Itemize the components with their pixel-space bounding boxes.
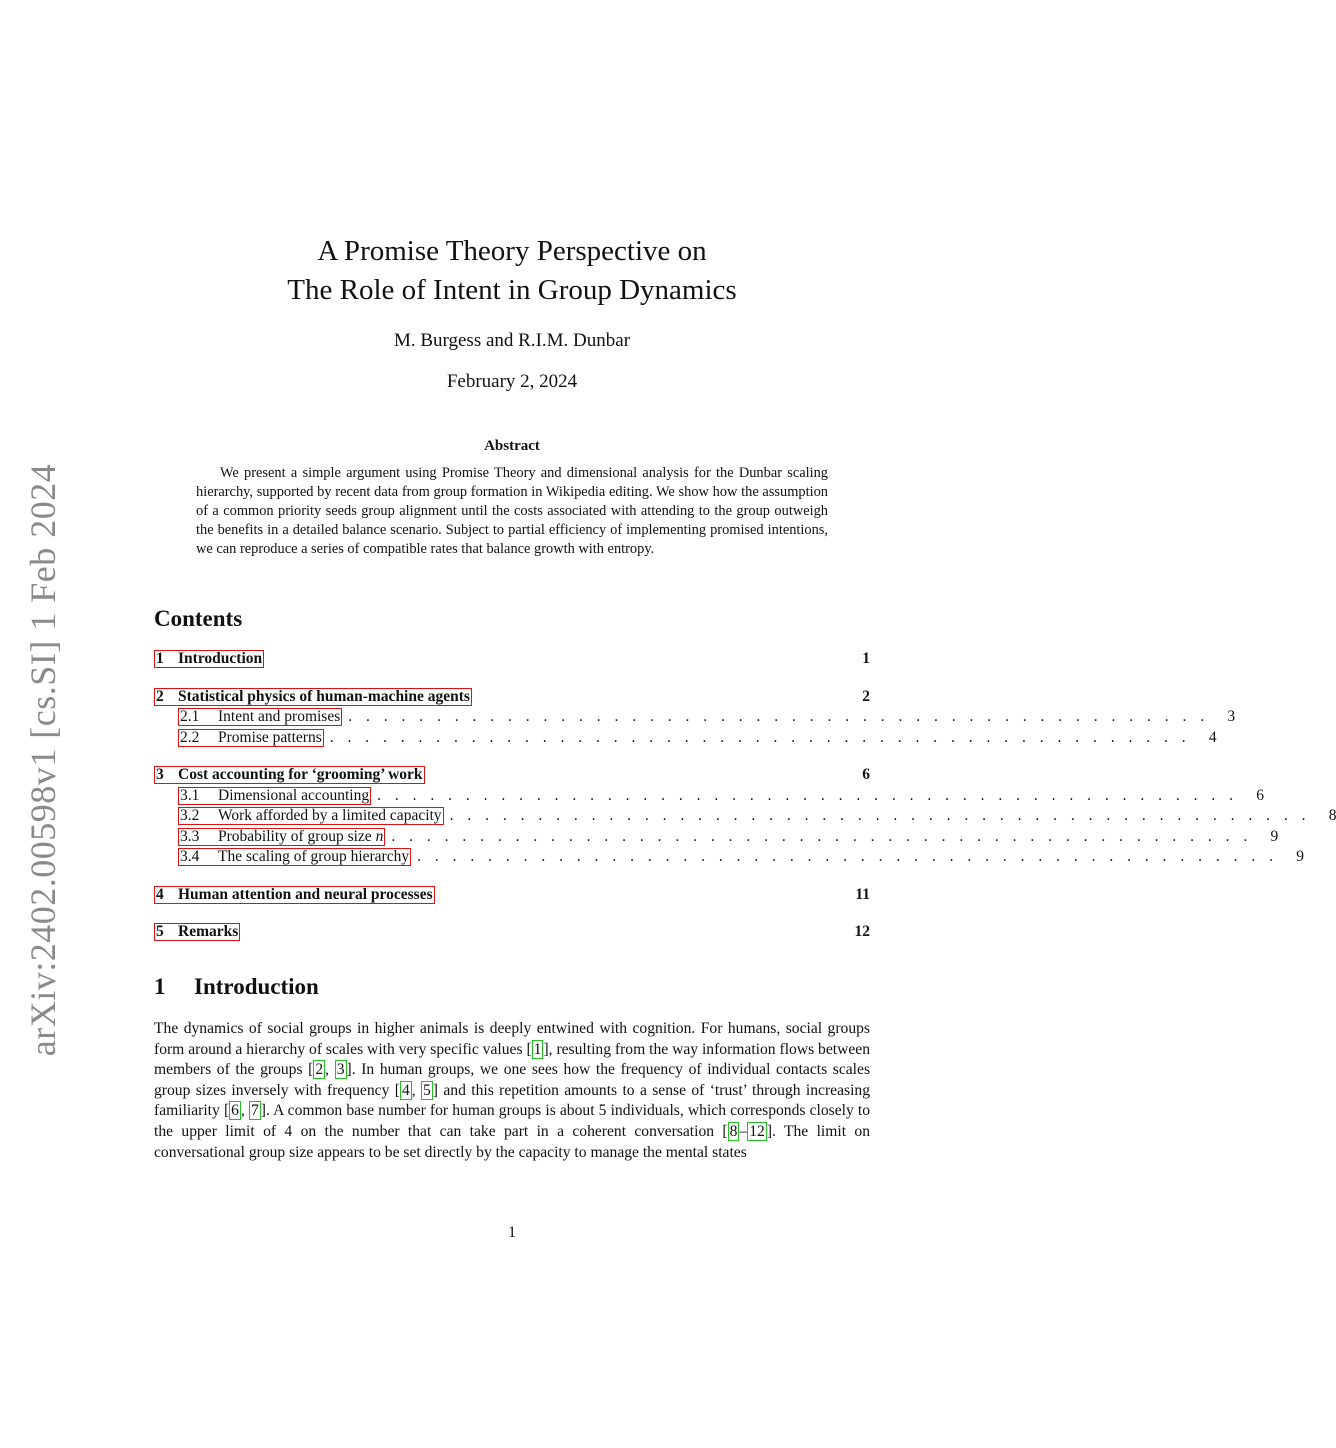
- title-line-2: The Role of Intent in Group Dynamics: [287, 274, 737, 306]
- toc-number: 3.4: [180, 848, 200, 865]
- citation-separator: ,: [325, 1061, 335, 1079]
- toc-link-dimensional-accounting[interactable]: [178, 787, 371, 805]
- authors: M. Burgess and R.I.M. Dunbar: [393, 330, 631, 351]
- toc-entry-5: [154, 923, 870, 944]
- toc-link-remarks[interactable]: [154, 923, 240, 941]
- toc-entry-1: [154, 650, 870, 671]
- toc-number: 4: [156, 885, 164, 903]
- citation-separator: ,: [240, 1102, 249, 1120]
- toc-link-scaling-group-hierarchy[interactable]: [178, 848, 411, 866]
- toc-entry-2: [154, 688, 870, 709]
- toc-link-intent-and-promises[interactable]: [178, 708, 342, 726]
- citation-separator: ,: [411, 1081, 421, 1099]
- section-number: 1: [154, 974, 166, 999]
- toc-link-cost-accounting[interactable]: [154, 766, 425, 784]
- toc-number: 3: [156, 766, 164, 783]
- abstract-heading: Abstract: [484, 438, 540, 454]
- introduction-paragraph: The dynamics of social groups in higher animals is deeply entwined with cognition. For humans, social groups form around a hierarchy of scales with very specific values [ 1 ], resulting from the way information flows between members of the groups [ 2 , 3 ]. In human groups, we one sees how the frequency of individual contacts scales group sizes inversely with frequency [ 4 , 5 ] and this repetition amounts to a sense of ‘trust’ through increasing familiarity [ 6 , 7 ]. A common base number for human groups is about 5 individuals, which corresponds closely to the upper limit of 4 on the number that can take part in a coherent conversation [ 8 – 12 ]. The limit on conversational group size appears to be set directly by the capacity to manage the mental states: [154, 1020, 871, 1161]
- toc-number: 2.2: [180, 728, 200, 746]
- citation-link[interactable]: 5: [423, 1081, 431, 1099]
- citation-link[interactable]: 8: [729, 1122, 738, 1140]
- paragraph-text: and this repetition amounts to a sense of ‘trust’ through increasing familiarity: [154, 1081, 870, 1120]
- toc-number: 3.2: [180, 807, 200, 824]
- arxiv-identifier-text: arXiv:2402.00598v1 [cs.SI] 1 Feb 2024: [23, 463, 64, 1057]
- toc-page-number: 4: [1208, 728, 1217, 746]
- toc-page-number: 12: [854, 923, 870, 940]
- abstract-text: We present a simple argument using Promise Theory and dimensional analysis for the Dunbar scaling hierarchy, supported by recent data from group formation in Wikipedia editing. We show how the assumption of a common priority seeds group alignment until the costs associated with attending to the group outweigh the benefits in a detailed balance scenario. Subject to partial efficiency of implementing promised intentions, we can reproduce a series of compatible rates that balance growth with entropy.: [196, 465, 828, 557]
- toc-link-introduction[interactable]: [154, 650, 264, 668]
- toc-link-statistical-physics[interactable]: [154, 688, 472, 706]
- toc-entry-3-4: [154, 848, 1304, 869]
- paragraph-text: . The limit on conversational group size appears to be set directly by the capacity to manage the mental states: [154, 1122, 870, 1161]
- toc-link-probability-group-size[interactable]: [178, 828, 385, 846]
- toc-leader-dots: . . . . . . . . . . . . . . . . . . . . . . . . . . . . . . . . . . . . . . . . . . . . . . . . .: [449, 807, 1311, 824]
- toc-page-number: 8: [1328, 807, 1336, 824]
- toc-entry-3-2: [154, 807, 1336, 828]
- toc-entry-2-2: [154, 728, 1217, 750]
- citation-separator: –: [739, 1122, 748, 1140]
- contents-heading: Contents: [154, 606, 243, 631]
- toc-page-number: 6: [1256, 786, 1264, 804]
- toc-number: 1: [156, 650, 164, 667]
- toc-title: Remarks: [178, 923, 239, 940]
- toc-leader-dots: . . . . . . . . . . . . . . . . . . . . . . . . . . . . . . . . . . . . . . . . . . . . . . . . .: [391, 827, 1253, 845]
- toc-leader-dots: . . . . . . . . . . . . . . . . . . . . . . . . . . . . . . . . . . . . . . . . . . . . . . . . .: [377, 786, 1238, 804]
- citation-link[interactable]: 1: [533, 1040, 542, 1058]
- toc-title: Work afforded by a limited capacity: [218, 807, 442, 824]
- toc-page-number: 9: [1270, 827, 1279, 845]
- section-title: Introduction: [194, 974, 319, 999]
- paragraph-text: , resulting from the way information flows between members of the groups: [154, 1040, 871, 1079]
- section-heading-introduction: [154, 974, 319, 1000]
- toc-title-variable: n: [375, 827, 384, 845]
- toc-page-number: 3: [1227, 708, 1236, 725]
- toc-title: Promise patterns: [218, 728, 322, 746]
- toc-link-work-afforded[interactable]: [178, 807, 444, 825]
- toc-number: 5: [156, 923, 164, 940]
- toc-leader-dots: . . . . . . . . . . . . . . . . . . . . . . . . . . . . . . . . . . . . . . . . . . . . . . . . .: [329, 728, 1191, 746]
- toc-page-number: 9: [1296, 848, 1304, 865]
- citation-link[interactable]: 6: [231, 1102, 239, 1120]
- toc-entry-3-1: [154, 786, 1264, 808]
- toc-page-number: 2: [862, 687, 870, 705]
- toc-link-promise-patterns[interactable]: [178, 729, 324, 747]
- page-number: 1: [508, 1224, 516, 1241]
- citation-link[interactable]: 4: [401, 1081, 410, 1099]
- toc-title: Intent and promises: [218, 708, 341, 725]
- toc-link-human-attention[interactable]: [154, 886, 435, 904]
- paper-title: [150, 232, 874, 310]
- paragraph-text: The dynamics of social groups in higher animals is deeply entwined with cognition. For humans, social groups form around a hierarchy of scales with very specific values: [154, 1020, 870, 1058]
- toc-number: 2.1: [180, 708, 200, 725]
- toc-title: The scaling of group hierarchy: [218, 848, 410, 865]
- table-of-contents: [154, 650, 1336, 944]
- toc-title: Cost accounting for ‘grooming’ work: [178, 766, 423, 783]
- toc-title: Dimensional accounting: [218, 786, 370, 804]
- toc-number: 3.1: [180, 786, 200, 804]
- toc-title: Statistical physics of human-machine agents: [178, 687, 470, 705]
- citation-link[interactable]: 7: [250, 1102, 259, 1120]
- publication-date: February 2, 2024: [446, 371, 578, 392]
- toc-entry-2-1: [154, 708, 1236, 729]
- paragraph-text: . In human groups, we one sees how the frequency of individual contacts scales group sizes inversely with frequency: [154, 1061, 871, 1099]
- paragraph-text: . A common base number for human groups is about 5 individuals, which corresponds closely to the upper limit of 4 on the number that can take part in a coherent conversation: [154, 1102, 871, 1140]
- toc-number: 3.3: [180, 827, 200, 845]
- toc-page-number: 6: [862, 766, 870, 783]
- toc-leader-dots: . . . . . . . . . . . . . . . . . . . . . . . . . . . . . . . . . . . . . . . . . . . . . . . . .: [417, 848, 1278, 865]
- toc-title: Human attention and neural processes: [178, 885, 433, 903]
- citation-link[interactable]: 12: [749, 1122, 765, 1140]
- toc-entry-3: [154, 766, 870, 787]
- toc-entry-4: [154, 886, 870, 907]
- toc-page-number: 1: [862, 650, 870, 667]
- toc-title: Probability of group size: [218, 827, 376, 845]
- arxiv-identifier-stamp: [8, 463, 78, 1057]
- citation-link[interactable]: 2: [315, 1061, 324, 1079]
- toc-page-number: 11: [855, 885, 870, 903]
- citation-link[interactable]: 3: [336, 1061, 345, 1079]
- title-line-1: A Promise Theory Perspective on: [317, 235, 707, 267]
- toc-entry-3-3: [154, 827, 1279, 849]
- toc-title: Introduction: [178, 650, 263, 667]
- toc-leader-dots: . . . . . . . . . . . . . . . . . . . . . . . . . . . . . . . . . . . . . . . . . . . . . . . . .: [348, 708, 1210, 725]
- toc-number: 2: [156, 687, 164, 705]
